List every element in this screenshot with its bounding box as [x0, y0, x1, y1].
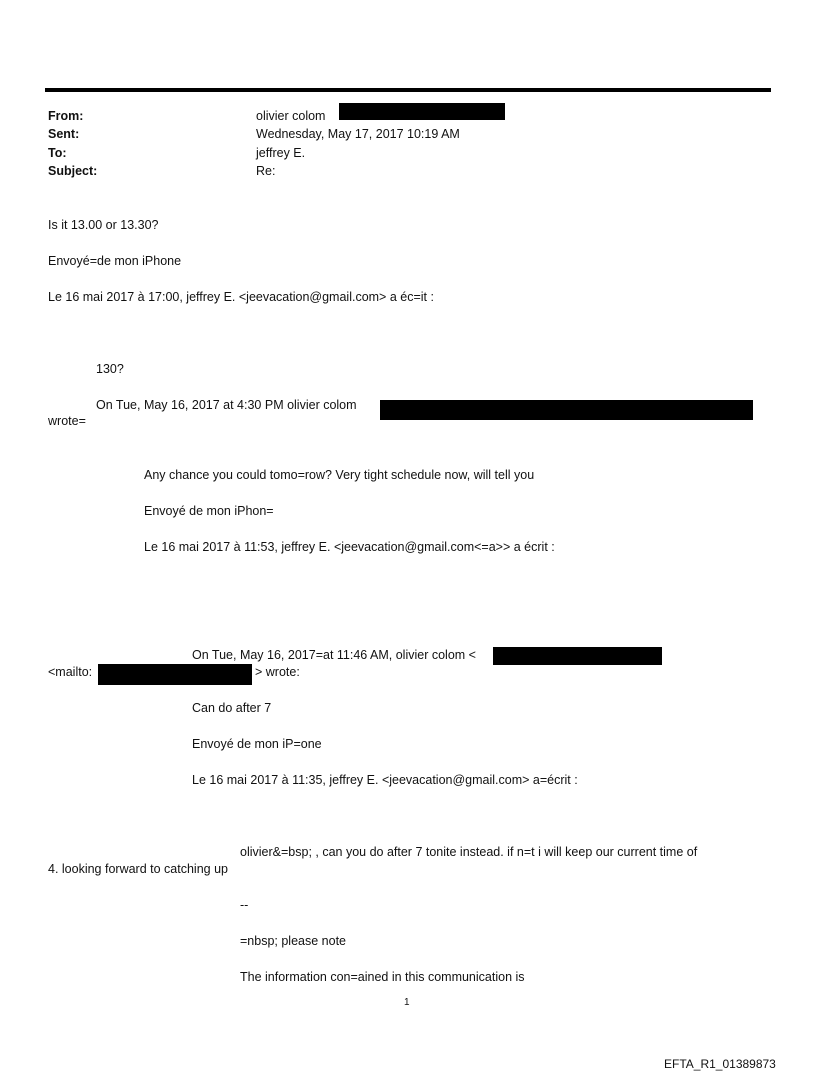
- quoted-line: olivier&=bsp; , can you do after 7 tonite instead. if n=t i will keep our current time of: [240, 845, 698, 859]
- bates-number: EFTA_R1_01389873: [664, 1057, 776, 1071]
- quoted-line: On Tue, May 16, 2017 at 4:30 PM olivier colom: [96, 398, 357, 412]
- subject-value: Re:: [256, 164, 276, 178]
- quoted-line: 130?: [96, 362, 124, 376]
- body-line: Is it 13.00 or 13.30?: [48, 218, 159, 232]
- quoted-line: On Tue, May 16, 2017=at 11:46 AM, olivier colom <: [192, 648, 476, 662]
- quoted-line: Le 16 mai 2017 à 11:35, jeffrey E. <jeevacation@gmail.com> a=écrit :: [192, 773, 578, 787]
- quoted-line: > wrote:: [255, 665, 300, 679]
- redaction-block: [98, 664, 252, 685]
- quoted-line: wrote=: [48, 414, 86, 428]
- from-label: From:: [48, 109, 84, 123]
- sent-label: Sent:: [48, 127, 80, 141]
- subject-label: Subject:: [48, 164, 98, 178]
- quoted-line: Any chance you could tomo=row? Very tight schedule now, will tell you: [144, 468, 535, 482]
- body-line: Le 16 mai 2017 à 17:00, jeffrey E. <jeevacation@gmail.com> a éc=it :: [48, 290, 434, 304]
- quoted-line: The information con=ained in this communication is: [240, 970, 525, 984]
- redaction-block: [380, 400, 753, 420]
- quoted-line: Can do after 7: [192, 701, 272, 715]
- quoted-line: 4. looking forward to catching up: [48, 862, 228, 876]
- body-line: Envoyé=de mon iPhone: [48, 254, 182, 268]
- header-divider: [45, 88, 771, 92]
- to-label: To:: [48, 146, 67, 160]
- quoted-line: Le 16 mai 2017 à 11:53, jeffrey E. <jeevacation@gmail.com<=a>> a écrit :: [144, 540, 555, 554]
- redaction-block: [339, 103, 505, 120]
- quoted-line: Envoyé de mon iP=one: [192, 737, 322, 751]
- to-value: jeffrey E.: [256, 146, 306, 160]
- quoted-line: <mailto:: [48, 665, 93, 679]
- quoted-line: Envoyé de mon iPhon=: [144, 504, 274, 518]
- redaction-block: [493, 647, 662, 665]
- sent-value: Wednesday, May 17, 2017 10:19 AM: [256, 127, 460, 141]
- quoted-line: --: [240, 898, 249, 912]
- quoted-line: =nbsp; please note: [240, 934, 346, 948]
- from-value: olivier colom: [256, 109, 326, 123]
- page-number: 1: [404, 997, 410, 1008]
